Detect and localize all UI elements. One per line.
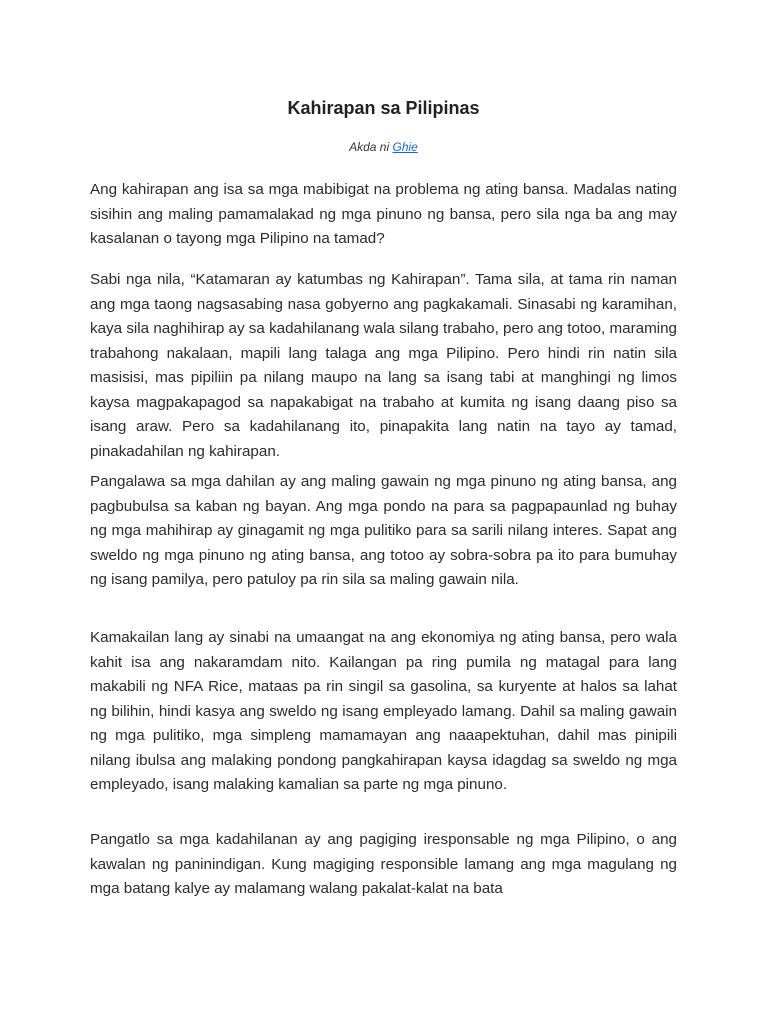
byline-prefix: Akda ni [349, 140, 390, 154]
paragraph-5: Pangatlo sa mga kadahilanan ay ang pagiging iresponsable ng mga Pilipino, o ang kawalan ng paninindigan. Kung magiging responsible lamang ang mga magulang ng mga batang kalye ay malamang walang pakalat-kalat na bata [90, 831, 677, 897]
paragraph-1: Ang kahirapan ang isa sa mga mabibigat na problema ng ating bansa. Madalas nating sisihin ang maling pamamalakad ng mga pinuno ng bansa, pero sila nga ba ang may kasalanan o tayong mga Pilipino na tamad? [90, 181, 677, 247]
paragraph-4: Kamakailan lang ay sinabi na umaangat na ang ekonomiya ng ating bansa, pero wala kahit isa ang nakaramdam nito. Kailangan pa ring pumila ng matagal para lang makabili ng NFA Rice, mataas pa rin singil sa gasolina, sa kuryente at halos sa lahat ng bilihin, hindi kasya ang sweldo ng isang empleyado lamang. Dahil sa maling gawain ng mga pulitiko, mga simpleng mamamayan ang naaapektuhan, dahil mas pinipili nilang ibulsa ang malaking pondong pangkahirapan kaysa idagdag sa sweldo ng mga empleyado, isang malaking kamalian sa parte ng mga pinuno. [90, 629, 677, 793]
paragraph-2: Sabi nga nila, “Katamaran ay katumbas ng Kahirapan”. Tama sila, at tama rin naman ang mga taong nagsasabing nasa gobyerno ang pagkakamali. Sinasabi ng karamihan, kaya sila naghihirap ay sa kadahilanang wala silang trabaho, pero ang totoo, maraming trabahong nakalaan, mapili lang talaga ang mga Pilipino. Pero hindi rin natin sila masisisi, mas pipiliin pa nilang maupo na lang sa isang tabi at manghingi ng limos kaysa magpakapagod sa napakabigat na trabaho at kumita ng isang daang piso sa isang araw. Pero sa kadahilanang ito, pinapakita lang natin na tayo ay tamad, pinakadahilan ng kahirapan. [90, 271, 677, 460]
byline [90, 139, 677, 155]
document-title: Kahirapan sa Pilipinas [287, 98, 480, 118]
author-link[interactable]: Ghie [392, 140, 418, 154]
paragraph-3: Pangalawa sa mga dahilan ay ang maling gawain ng mga pinuno ng ating bansa, ang pagbubulsa sa kaban ng bayan. Ang mga pondo na para sa pagpapaunlad ng buhay ng mga mahihirap ay ginagamit ng mga pulitiko para sa sarili nilang interes. Sapat ang sweldo ng mga pinuno ng ating bansa, ang totoo ay sobra-sobra pa ito para bumuhay ng isang pamilya, pero patuloy pa rin sila sa maling gawain nila. [90, 473, 677, 588]
